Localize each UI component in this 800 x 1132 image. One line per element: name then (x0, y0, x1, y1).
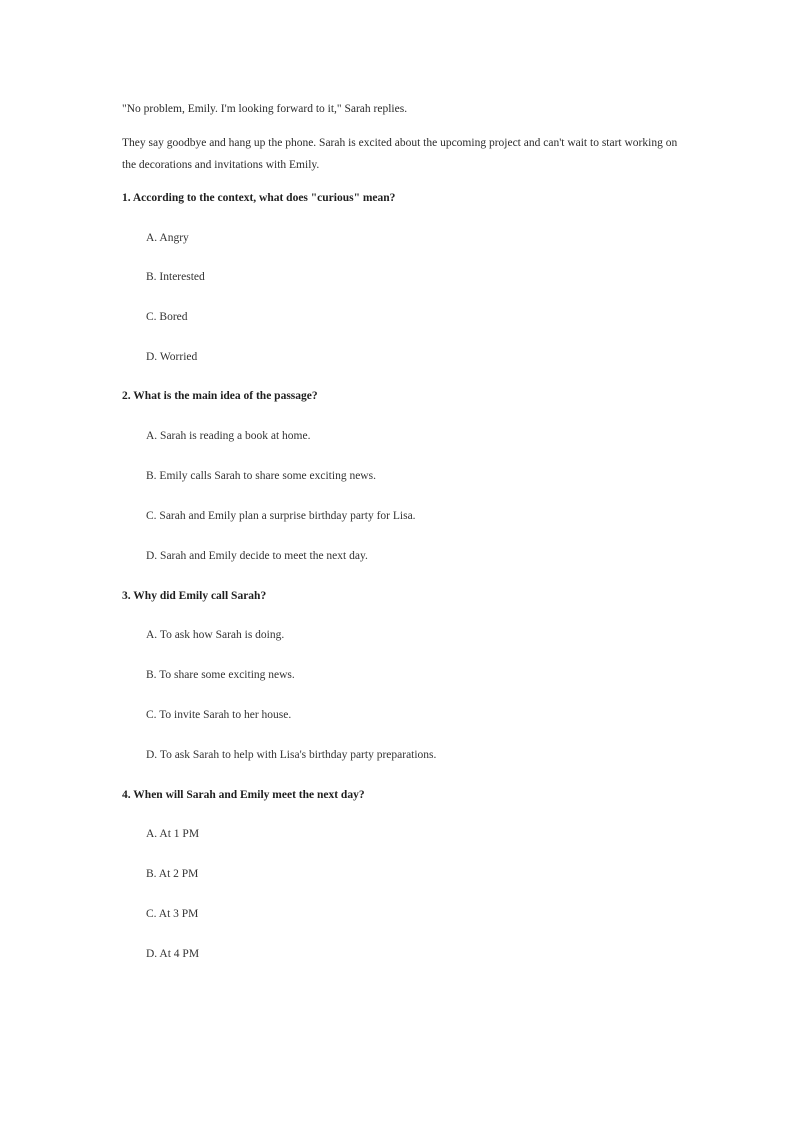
question-2-option-a: A. Sarah is reading a book at home. (146, 430, 311, 442)
question-3-option-b: B. To share some exciting news. (146, 669, 295, 681)
question-4-option-d: D. At 4 PM (146, 948, 200, 960)
question-1-option-c: C. Bored (146, 311, 188, 323)
question-2-option-b: B. Emily calls Sarah to share some exciting news. (146, 470, 376, 482)
passage-line-1: "No problem, Emily. I'm looking forward to it," Sarah replies. (122, 103, 408, 115)
question-1-option-b: B. Interested (146, 271, 205, 283)
question-2-option-c: C. Sarah and Emily plan a surprise birthday party for Lisa. (146, 510, 416, 522)
question-2-option-d: D. Sarah and Emily decide to meet the next day. (146, 550, 368, 562)
passage-line-2: They say goodbye and hang up the phone. Sarah is excited about the upcoming project and can't wait to start working on the decorations and invitations with Emily. (122, 137, 678, 171)
question-3-option-c: C. To invite Sarah to her house. (146, 709, 292, 721)
question-2-text: 2. What is the main idea of the passage? (122, 390, 318, 402)
question-1-option-d: D. Worried (146, 351, 198, 363)
question-4-option-b: B. At 2 PM (146, 868, 199, 880)
question-4-option-c: C. At 3 PM (146, 908, 199, 920)
question-3-option-a: A. To ask how Sarah is doing. (146, 629, 285, 641)
question-3-option-d: D. To ask Sarah to help with Lisa's birthday party preparations. (146, 749, 437, 761)
question-4-option-a: A. At 1 PM (146, 828, 200, 840)
question-1-option-a: A. Angry (146, 232, 189, 244)
question-3-text: 3. Why did Emily call Sarah? (122, 590, 267, 602)
question-4-text: 4. When will Sarah and Emily meet the next day? (122, 789, 365, 801)
question-1-text: 1. According to the context, what does "curious" mean? (122, 192, 396, 204)
